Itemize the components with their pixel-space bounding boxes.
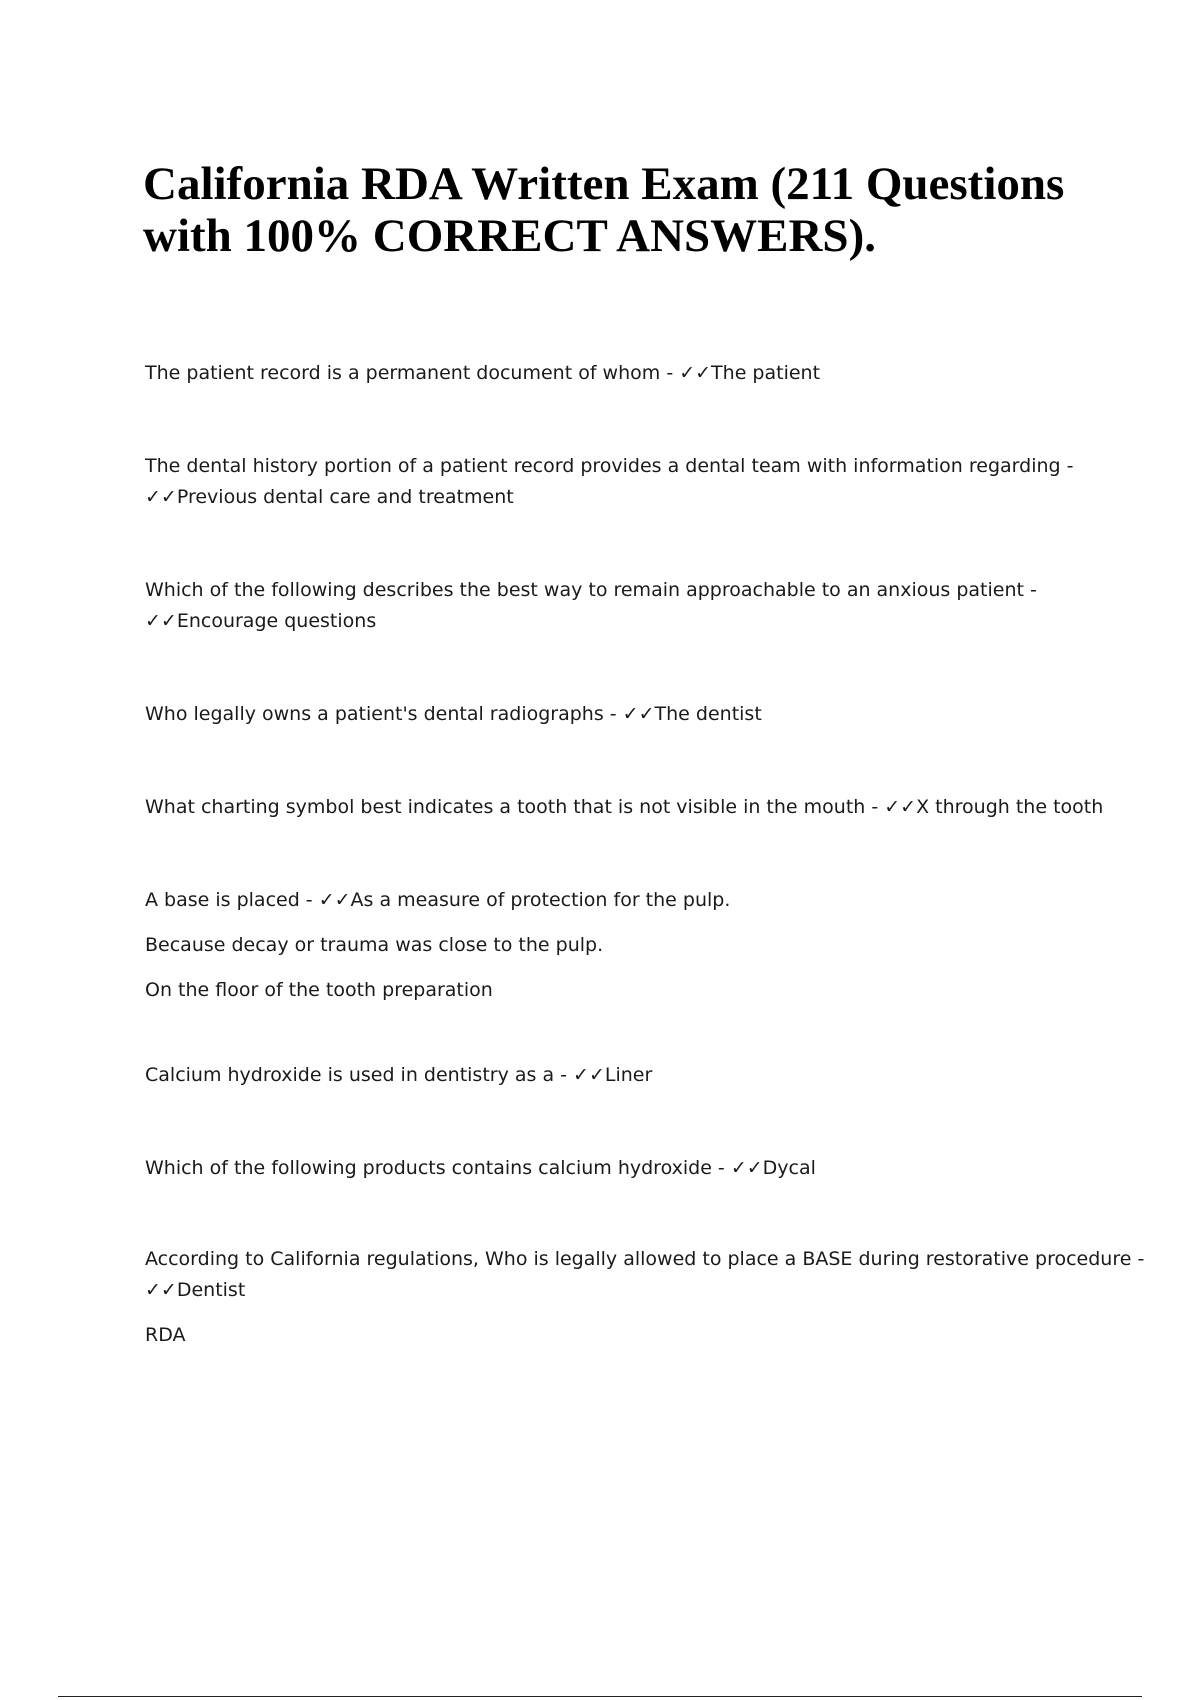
qa-answer: ✓✓Encourage questions	[145, 610, 377, 632]
qa-text: Calcium hydroxide is used in dentistry as a - ✓✓Liner	[145, 1064, 653, 1086]
qa-answer-continuation: Because decay or trauma was close to the pulp.	[145, 934, 604, 956]
qa-item	[145, 699, 1105, 730]
qa-answer: ✓✓Dentist	[145, 1279, 246, 1301]
qa-item	[145, 358, 1105, 389]
qa-item	[145, 885, 1105, 1006]
qa-answer: ✓✓Previous dental care and treatment	[145, 486, 514, 508]
qa-item	[145, 1153, 1105, 1184]
document-title-line-2: with 100% CORRECT ANSWERS).	[143, 210, 876, 262]
qa-question: Which of the following describes the best way to remain approachable to an anxious patient -	[145, 579, 1037, 601]
qa-list	[145, 358, 1145, 1351]
qa-text: What charting symbol best indicates a tooth that is not visible in the mouth - ✓✓X through the tooth	[145, 796, 1104, 818]
document-title-line-1: California RDA Written Exam (211 Questions	[143, 158, 1065, 210]
qa-answer-continuation: On the floor of the tooth preparation	[145, 979, 493, 1001]
qa-item	[145, 792, 1105, 823]
qa-item	[145, 575, 1105, 637]
qa-text: Which of the following products contains calcium hydroxide - ✓✓Dycal	[145, 1157, 816, 1179]
document-title	[143, 158, 1153, 262]
qa-item	[145, 451, 1105, 513]
qa-question: According to California regulations, Who is legally allowed to place a BASE during restorative procedure -	[145, 1248, 1145, 1270]
qa-text: Who legally owns a patient's dental radiographs - ✓✓The dentist	[145, 703, 762, 725]
qa-question: The dental history portion of a patient record provides a dental team with information regarding -	[145, 455, 1074, 477]
footer-divider	[58, 1696, 1142, 1697]
qa-text: The patient record is a permanent document of whom - ✓✓The patient	[145, 362, 821, 384]
qa-item	[145, 1244, 1145, 1351]
qa-text: A base is placed - ✓✓As a measure of protection for the pulp.	[145, 889, 731, 911]
qa-item	[145, 1060, 1105, 1091]
qa-answer-continuation: RDA	[145, 1324, 186, 1346]
